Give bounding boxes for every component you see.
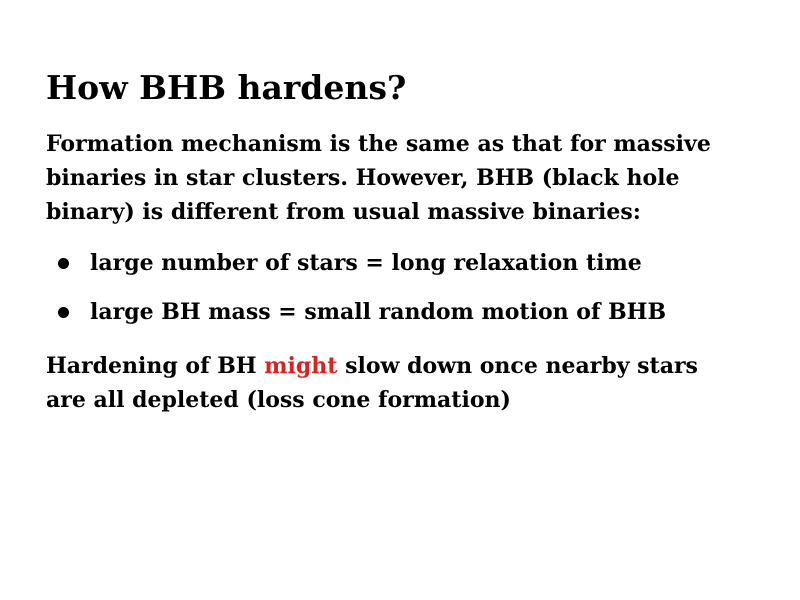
intro-line: binaries in star clusters. However, BHB (black hole — [46, 165, 680, 191]
conclusion-line-2: are all depleted (loss cone formation) — [46, 387, 511, 413]
bullet-text: large BH mass = small random motion of BHB — [90, 299, 667, 325]
conclusion-text-after: slow down once nearby stars — [337, 353, 698, 379]
intro-line: binary) is different from usual massive binaries: — [46, 199, 641, 225]
conclusion-paragraph — [46, 349, 698, 417]
highlighted-word: might — [264, 353, 338, 379]
bullet-icon — [58, 307, 69, 318]
intro-line: Formation mechanism is the same as that for massive — [46, 131, 711, 157]
bullet-text: large number of stars = long relaxation time — [90, 250, 642, 276]
conclusion-text-before: Hardening of BH — [46, 353, 265, 379]
conclusion-line-1 — [46, 349, 698, 383]
slide-title: How BHB hardens? — [46, 68, 407, 107]
intro-paragraph — [46, 127, 711, 229]
bullet-icon — [58, 258, 69, 269]
